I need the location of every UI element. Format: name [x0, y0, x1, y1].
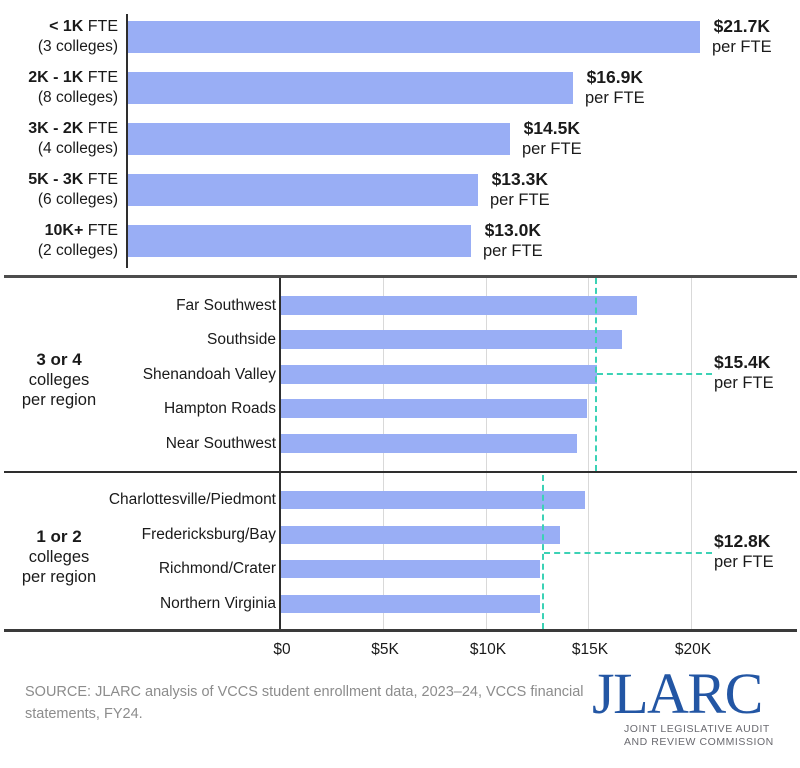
region-bar [281, 526, 560, 544]
size-category-label [28, 68, 118, 108]
decorative [28, 68, 118, 88]
region-bar [281, 330, 622, 349]
region-bar [281, 491, 585, 509]
average-unit: per FTE [714, 553, 774, 571]
text-label: per FTE [712, 38, 772, 56]
grid-line [691, 278, 692, 629]
x-tick-label: $20K [674, 641, 712, 658]
text-label: 2K - 1K [28, 69, 84, 86]
size-category-label [28, 119, 118, 159]
x-tick-label: $0 [273, 641, 291, 658]
average-line-horizontal-1-or-2 [544, 552, 712, 554]
decorative [38, 17, 118, 37]
size-value-label [490, 169, 550, 211]
region-label: Northern Virginia [159, 595, 276, 612]
source-line: statements, FY24. [25, 706, 143, 722]
x-tick-label: $10K [469, 641, 507, 658]
region-label: Far Southwest [176, 296, 276, 314]
x-tick-label: $5K [371, 641, 399, 658]
region-label: Charlottesville/Piedmont [108, 491, 276, 508]
text-label: 5K - 3K [28, 171, 84, 188]
region-bar [281, 595, 540, 613]
size-value-label [712, 16, 772, 58]
group-label-line: 3 or 4 [36, 350, 82, 369]
jlarc-logo [592, 661, 792, 759]
region-bar [281, 399, 587, 418]
region-label: Shenandoah Valley [142, 365, 276, 383]
text-label: $16.9K [586, 67, 644, 87]
size-value-label [585, 67, 645, 109]
size-category-label [38, 221, 118, 261]
average-value: $12.8K [714, 531, 771, 551]
average-line-horizontal-3-or-4 [597, 373, 712, 375]
text-label: < 1K [49, 18, 84, 35]
text-label: per FTE [522, 140, 582, 158]
group-label-line: 1 or 2 [36, 527, 82, 546]
text-label: $13.0K [484, 220, 542, 240]
size-value-label [483, 220, 543, 262]
average-value: $15.4K [714, 352, 771, 372]
text-label: (2 colleges) [37, 242, 118, 259]
text-label: (8 colleges) [37, 89, 118, 106]
region-label: Southside [207, 330, 276, 348]
size-bar [128, 123, 510, 155]
average-annotation-3-or-4 [714, 352, 774, 394]
x-tick-label: $15K [571, 641, 609, 658]
source-note [25, 681, 584, 725]
jlarc-tagline: AND REVIEW COMMISSION [624, 736, 774, 748]
region-bar [281, 296, 637, 315]
size-category-label [28, 170, 118, 210]
region-label: Near Southwest [165, 434, 276, 452]
region-label: Richmond/Crater [158, 560, 276, 577]
region-label: Fredericksburg/Bay [141, 526, 276, 543]
region-label: Hampton Roads [163, 399, 276, 417]
decorative [38, 221, 118, 241]
text-label: per FTE [490, 191, 550, 209]
average-annotation-1-or-2 [714, 531, 774, 573]
source-line: SOURCE: JLARC analysis of VCCS student enrollment data, 2023–24, VCCS financial [25, 684, 584, 700]
size-value-label [522, 118, 582, 160]
text-label: 3K - 2K [28, 120, 84, 137]
size-bar [128, 225, 471, 257]
decorative [28, 119, 118, 139]
jlarc-wordmark: JLARC [592, 661, 762, 726]
text-label: per FTE [483, 242, 543, 260]
divider-middle [4, 471, 797, 473]
text-label: (4 colleges) [37, 140, 118, 157]
text-label: $14.5K [523, 118, 581, 138]
text-label: FTE [83, 69, 118, 86]
group-label-line: per region [21, 568, 97, 586]
group-label-line: colleges [28, 548, 90, 566]
text-label: FTE [83, 120, 118, 137]
region-charts-y-axis-line [279, 275, 281, 631]
region-bar [281, 365, 597, 384]
group-label-line: per region [21, 391, 97, 409]
group-label-line: colleges [28, 371, 90, 389]
size-category-label [38, 17, 118, 57]
group-label-1-or-2 [8, 527, 110, 587]
text-label: (3 colleges) [37, 38, 118, 55]
size-chart-y-axis-line [126, 14, 128, 268]
size-bar [128, 174, 478, 206]
jlarc-tagline: JOINT LEGISLATIVE AUDIT [624, 723, 770, 735]
size-bar [128, 72, 573, 104]
text-label: $13.3K [491, 169, 549, 189]
decorative [28, 170, 118, 190]
text-label: 10K+ [44, 222, 84, 239]
text-label: FTE [83, 171, 118, 188]
text-label: per FTE [585, 89, 645, 107]
x-axis-line [4, 629, 797, 632]
region-bar [281, 434, 577, 453]
text-label: (6 colleges) [37, 191, 118, 208]
group-label-3-or-4 [8, 350, 110, 410]
text-label: $21.7K [713, 16, 771, 36]
average-unit: per FTE [714, 374, 774, 392]
text-label: FTE [83, 18, 118, 35]
region-bar [281, 560, 540, 578]
text-label: FTE [83, 222, 118, 239]
size-bar [128, 21, 700, 53]
divider-top [4, 275, 797, 278]
